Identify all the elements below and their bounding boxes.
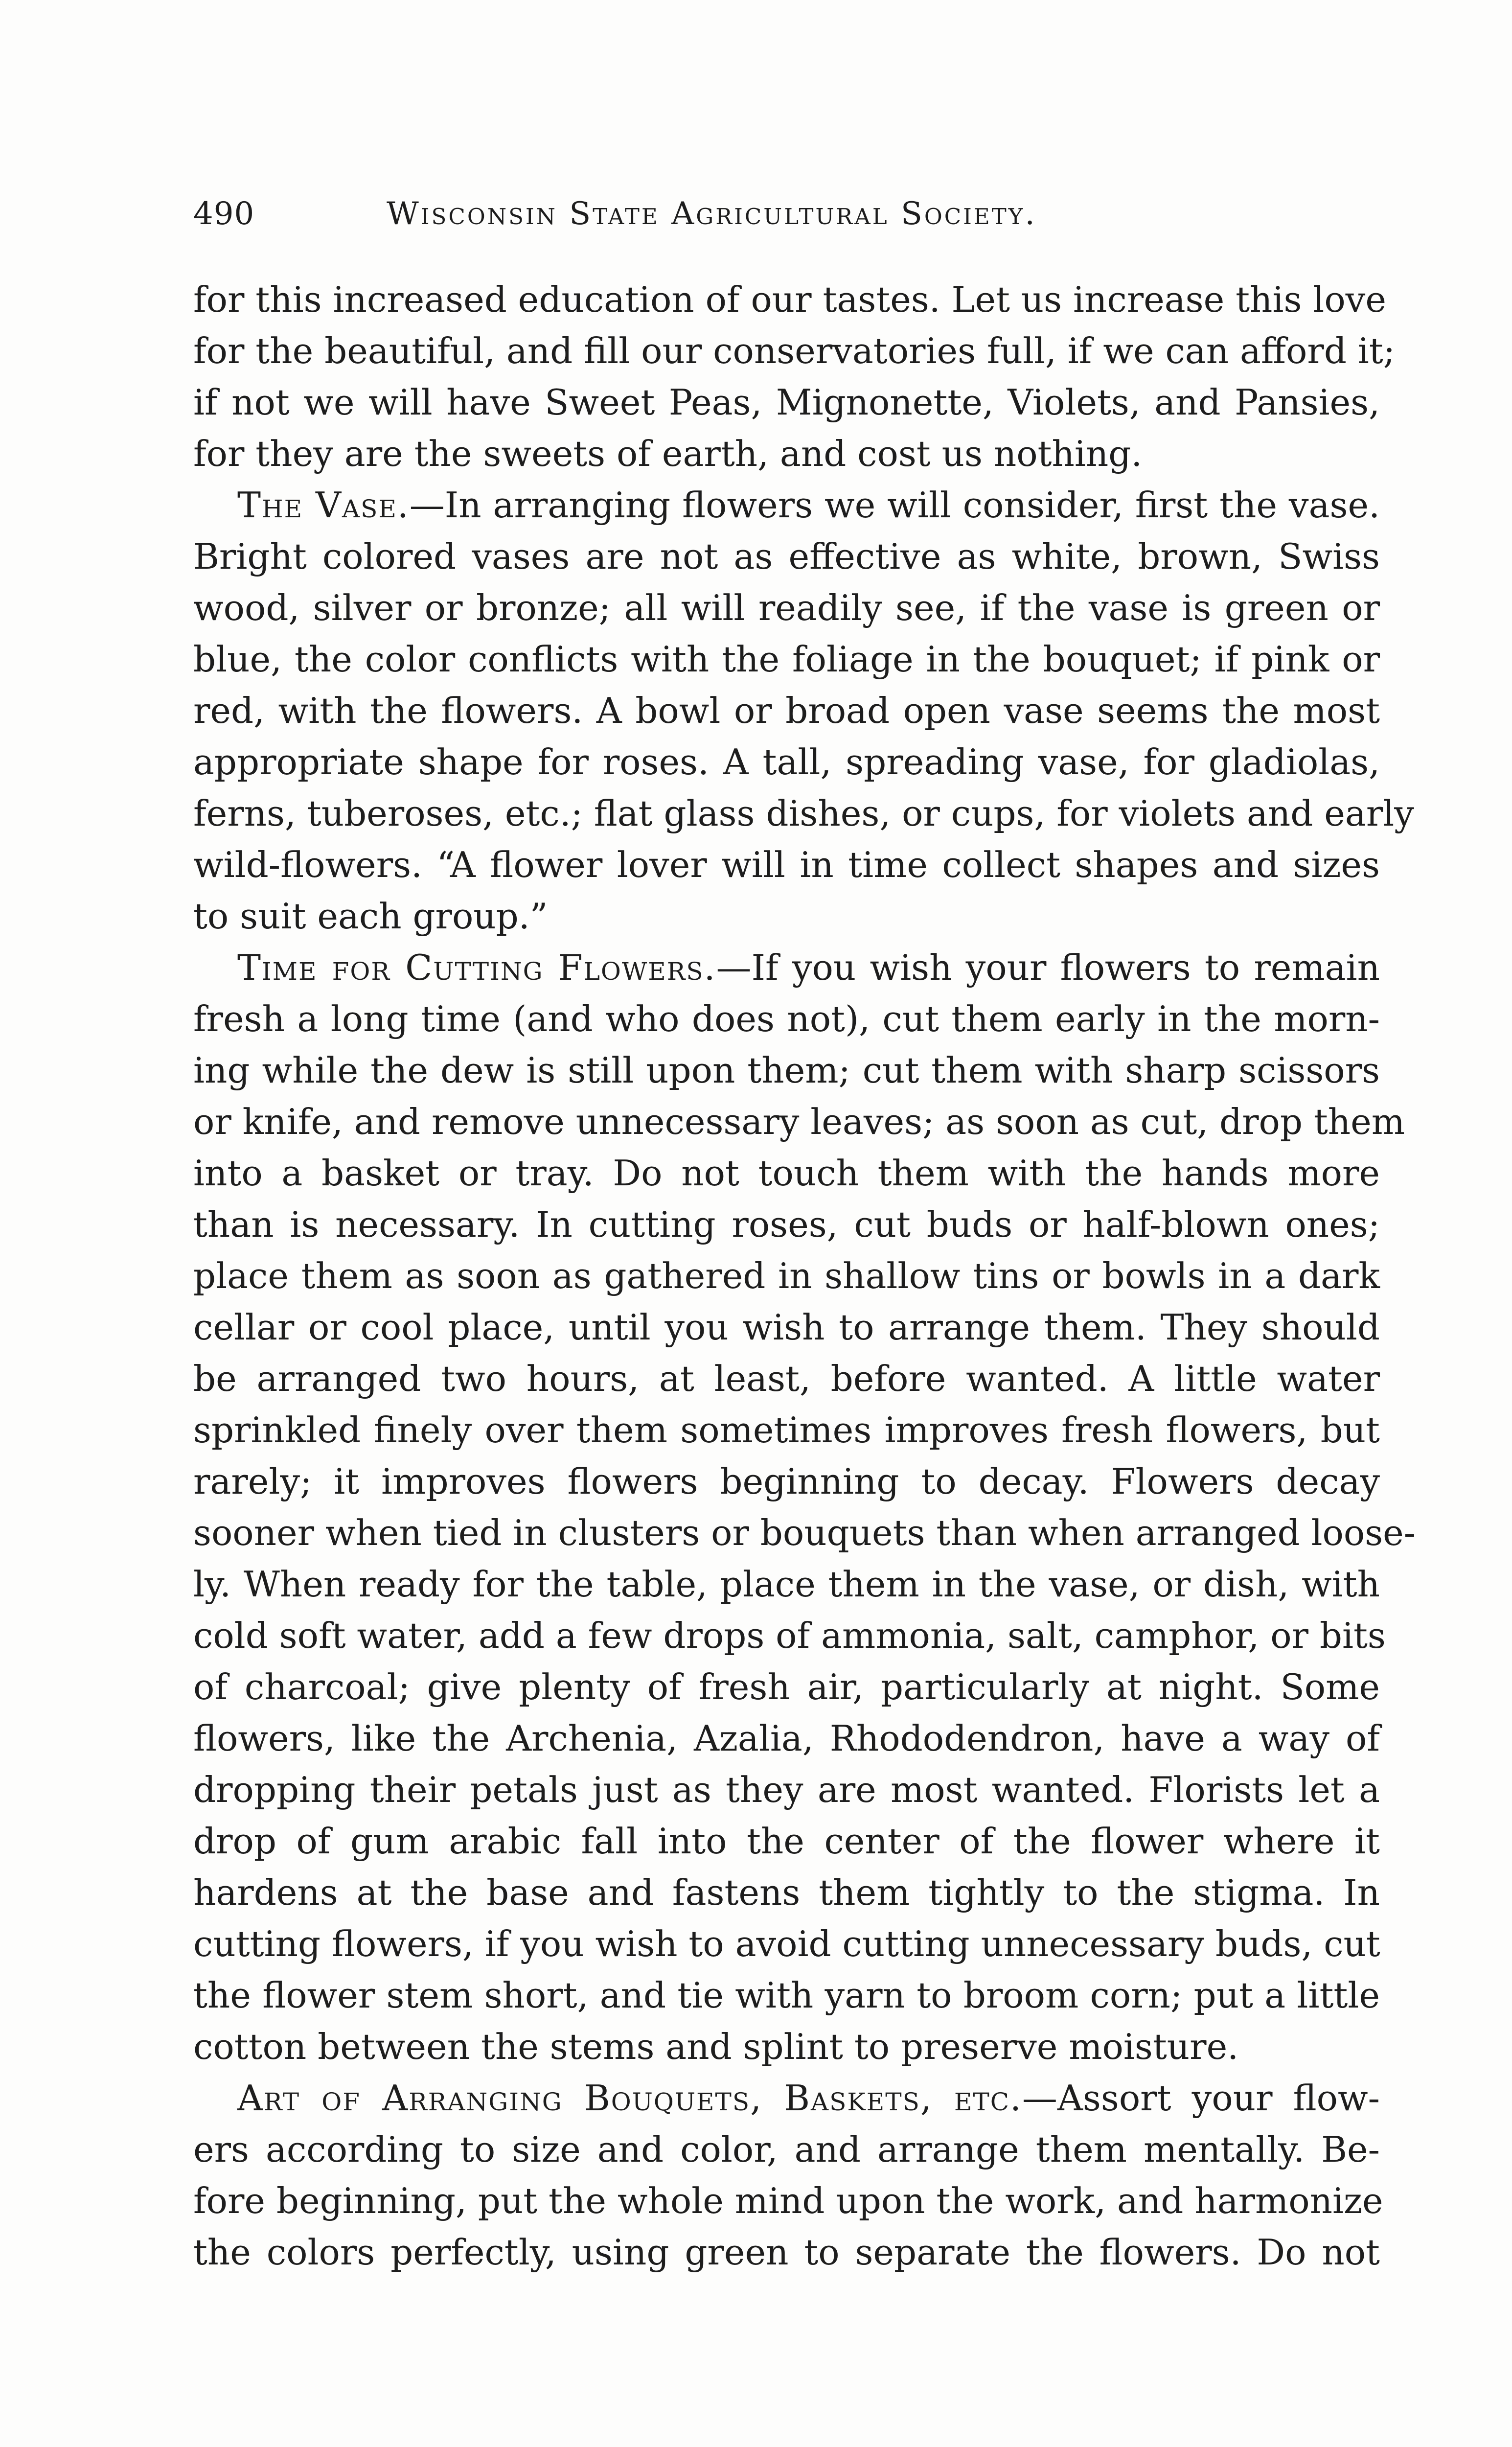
text-line: for this increased education of our tastes. Let us increase this love [193, 279, 1386, 320]
text-line: flowers, like the Archenia, Azalia, Rhododendron, have a way of [193, 1718, 1380, 1759]
text-line: of charcoal; give plenty of fresh air, particularly at night. Some [193, 1666, 1380, 1708]
text-line: fresh a long time (and who does not), cut them early in the morn- [193, 998, 1380, 1039]
text-line: appropriate shape for roses. A tall, spreading vase, for gladiolas, [193, 741, 1380, 783]
text-line: into a basket or tray. Do not touch them with the hands more [193, 1153, 1380, 1194]
text-line: ing while the dew is still upon them; cut them with sharp scissors [193, 1050, 1380, 1091]
text-line: cutting flowers, if you wish to avoid cutting unnecessary buds, cut [193, 1923, 1380, 1964]
running-head [193, 196, 1380, 250]
text-line: hardens at the base and fastens them tightly to the stigma. In [193, 1872, 1380, 1913]
text-line: the colors perfectly, using green to separate the flowers. Do not [193, 2232, 1380, 2273]
text-line: sooner when tied in clusters or bouquets than when arranged loose- [193, 1512, 1416, 1553]
text-line: sprinkled finely over them sometimes improves fresh flowers, but [193, 1409, 1380, 1451]
text-line: if not we will have Sweet Peas, Mignonette, Violets, and Pansies, [193, 382, 1380, 423]
text-line: red, with the flowers. A bowl or broad open vase seems the most [193, 690, 1380, 731]
text-line: ers according to size and color, and arrange them mentally. Be- [193, 2129, 1380, 2170]
text-line-run: —In arranging flowers we will consider, first the vase. [409, 485, 1380, 526]
text-line: blue, the color conflicts with the foliage in the bouquet; if pink or [193, 639, 1380, 680]
text-line: Bright colored vases are not as effective as white, brown, Swiss [193, 536, 1380, 577]
section-heading-vase: The Vase. [237, 485, 410, 526]
text-line: than is necessary. In cutting roses, cut buds or half-blown ones; [193, 1204, 1380, 1245]
text-line: cellar or cool place, until you wish to arrange them. They should [193, 1307, 1380, 1348]
text-line: drop of gum arabic fall into the center of the flower where it [193, 1821, 1380, 1862]
text-line: cold soft water, add a few drops of ammonia, salt, camphor, or bits [193, 1615, 1386, 1656]
text-line: be arranged two hours, at least, before wanted. A little water [193, 1358, 1380, 1399]
text-line: ly. When ready for the table, place them in the vase, or dish, with [193, 1564, 1380, 1605]
text-line: fore beginning, put the whole mind upon the work, and harmonize [193, 2180, 1383, 2221]
text-line: for they are the sweets of earth, and cost us nothing. [193, 433, 1143, 474]
body-text [193, 274, 1416, 2278]
text-line: rarely; it improves flowers beginning to decay. Flowers decay [193, 1461, 1380, 1502]
paragraph-vase-first-line [193, 480, 1380, 531]
text-line: place them as soon as gathered in shallow tins or bowls in a dark [193, 1255, 1380, 1296]
section-heading-arranging: Art of Arranging Bouquets, Baskets, etc. [237, 2078, 1022, 2119]
text-line: to suit each group.” [193, 896, 548, 937]
section-heading-cutting: Time for Cutting Flowers. [237, 947, 716, 988]
text-line: wood, silver or bronze; all will readily see, if the vase is green or [193, 587, 1380, 628]
text-line-run: —Assort your flow- [1022, 2078, 1380, 2119]
text-line: wild-flowers. “A flower lover will in time collect shapes and sizes [193, 844, 1380, 885]
paragraph-cutting-first-line [193, 942, 1380, 993]
page-number: 490 [193, 196, 255, 232]
text-line: cotton between the stems and splint to preserve moisture. [193, 2026, 1239, 2067]
text-line-run: —If you wish your flowers to remain [716, 947, 1380, 988]
journal-title: Wisconsin State Agricultural Society. [387, 196, 1037, 232]
text-line: dropping their petals just as they are most wanted. Florists let a [193, 1769, 1380, 1810]
text-line: or knife, and remove unnecessary leaves; as soon as cut, drop them [193, 1101, 1405, 1142]
text-line: the flower stem short, and tie with yarn to broom corn; put a little [193, 1975, 1380, 2016]
paragraph-arranging-first-line [193, 2073, 1380, 2124]
text-line: ferns, tuberoses, etc.; flat glass dishes, or cups, for violets and early [193, 793, 1414, 834]
text-line: for the beautiful, and fill our conservatories full, if we can afford it; [193, 330, 1396, 371]
